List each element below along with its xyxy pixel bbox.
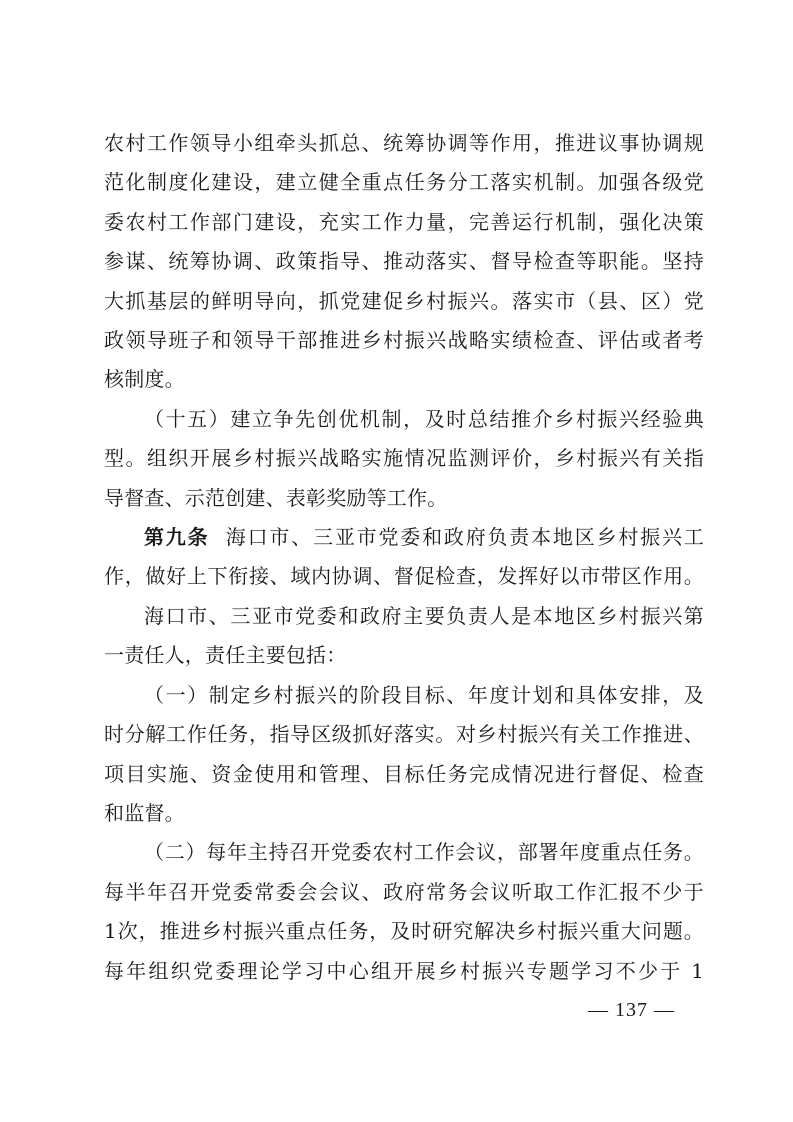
text-line: 大抓基层的鲜明导向，抓党建促乡村振兴。落实市（县、区）党 <box>104 288 704 313</box>
article-text: 海口市、三亚市党委和政府负责本地区乡村振兴工 <box>225 525 704 550</box>
text-line: （十五）建立争先创优机制，及时总结推介乡村振兴经验典 <box>144 406 704 431</box>
text-line: 政领导班子和领导干部推进乡村振兴战略实绩检查、评估或者考 <box>104 328 704 353</box>
text-line: 海口市、三亚市党委和政府主要负责人是本地区乡村振兴第 <box>144 603 704 628</box>
text-line: 和监督。 <box>104 800 185 825</box>
article-heading: 第九条 <box>144 525 210 550</box>
text-line: 每年组织党委理论学习中心组开展乡村振兴专题学习不少于 1 <box>104 958 704 983</box>
text-line: 一责任人，责任主要包括： <box>104 643 347 668</box>
text-line: 导督查、示范创建、表彰奖励等工作。 <box>104 485 448 510</box>
text-line: 型。组织开展乡村振兴战略实施情况监测评价，乡村振兴有关指 <box>104 446 704 471</box>
text-line: （一）制定乡村振兴的阶段目标、年度计划和具体安排，及 <box>144 682 704 707</box>
text-line: 1次，推进乡村振兴重点任务，及时研究解决乡村振兴重大问题。 <box>104 919 704 944</box>
text-line: 项目实施、资金使用和管理、目标任务完成情况进行督促、检查 <box>104 761 704 786</box>
text-line <box>104 518 704 557</box>
text-line: 范化制度化建设，建立健全重点任务分工落实机制。加强各级党 <box>104 170 704 195</box>
document-body <box>104 124 704 991</box>
paragraph-item-1 <box>104 676 704 834</box>
paragraph-article-9 <box>104 518 704 597</box>
text-line: 参谋、统筹协调、政策指导、推动落实、督导检查等职能。坚持 <box>104 249 704 274</box>
text-line: 核制度。 <box>104 367 185 392</box>
text-line: 农村工作领导小组牵头抓总、统筹协调等作用，推进议事协调规 <box>104 131 704 155</box>
paragraph-responsible-persons <box>104 597 704 676</box>
paragraph-item-15 <box>104 400 704 518</box>
page-number: — 137 — <box>588 999 675 1021</box>
text-line: 委农村工作部门建设，充实工作力量，完善运行机制，强化决策 <box>104 209 704 234</box>
text-line: 每半年召开党委常委会会议、政府常务会议听取工作汇报不少于 <box>104 879 704 904</box>
text-line: 时分解工作任务，指导区级抓好落实。对乡村振兴有关工作推进、 <box>104 722 704 747</box>
text-line: （二）每年主持召开党委农村工作会议，部署年度重点任务。 <box>144 840 704 865</box>
text-line: 作，做好上下衔接、域内协调、督促检查，发挥好以市带区作用。 <box>104 564 704 589</box>
paragraph-continued <box>104 124 704 400</box>
paragraph-item-2 <box>104 833 704 991</box>
